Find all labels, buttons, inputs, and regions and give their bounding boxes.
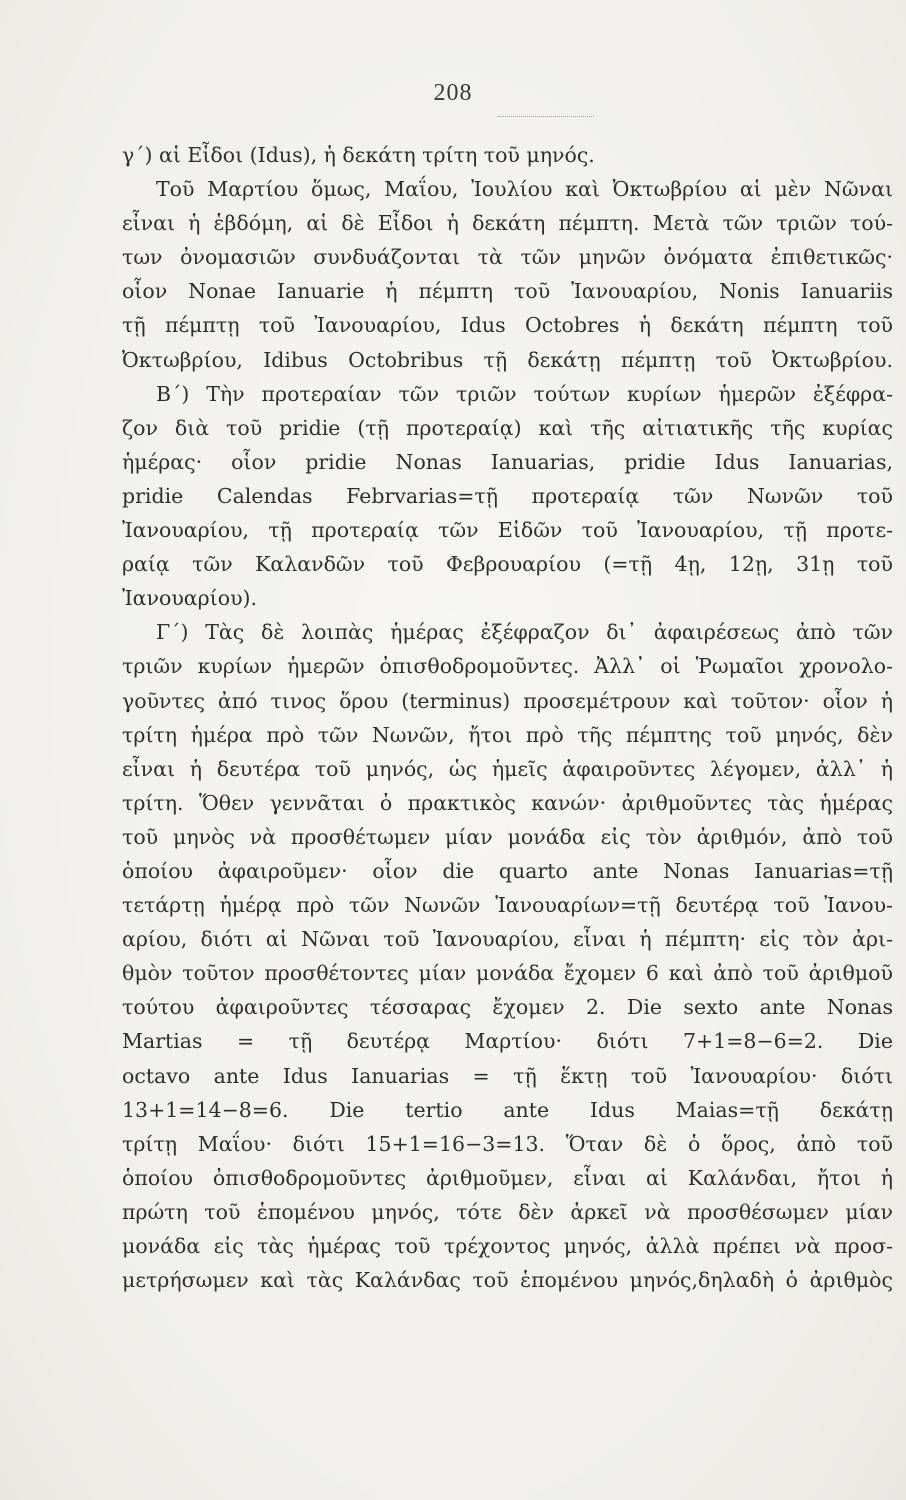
text-line: τρίτῃ Μαΐου· διότι 15+1=16−3=13. Ὅταν δὲ ὁ ὅρος, ἀπὸ τοῦ	[122, 1131, 893, 1156]
text-line: αρίου, διότι αἱ Νῶναι τοῦ Ἰανουαρίου, εἶναι ἡ πέμπτη· εἰς τὸν ἀρι-	[122, 927, 893, 952]
text-line: μετρήσωμεν καὶ τὰς Καλάνδας τοῦ ἑπομένου μηνός,δηλαδὴ ὁ ἀριθμὸς	[122, 1268, 893, 1293]
body-text	[0, 138, 906, 1297]
text-line: ὁποίου ὀπισθοδρομοῦντες ἀριθμοῦμεν, εἶναι αἱ Καλάνδαι, ἤτοι ἡ	[122, 1165, 893, 1190]
text-line: τῇ πέμπτῃ τοῦ Ἰανουαρίου, Idus Octobres ἡ δεκάτη πέμπτη τοῦ	[122, 313, 893, 338]
text-line: γοῦντες ἀπό τινος ὅρου (terminus) προσεμέτρουν καὶ τοῦτον· οἷον ἡ	[122, 688, 893, 713]
text-line: Ἰανουαρίου, τῇ προτεραίᾳ τῶν Εἰδῶν τοῦ Ἰανουαρίου, τῇ προτε-	[122, 518, 893, 543]
text-line: ὁποίου ἀφαιροῦμεν· οἷον die quarto ante Nonas Ianuarias=τῇ	[122, 858, 893, 883]
text-line: ραίᾳ τῶν Καλανδῶν τοῦ Φεβρουαρίου (=τῇ 4ῃ, 12ῃ, 31ῃ τοῦ	[122, 552, 893, 577]
text-line: pridie Calendas Febrvarias=τῇ προτεραίᾳ τῶν Νωνῶν τοῦ	[122, 483, 893, 508]
text-line: πρώτη τοῦ ἑπομένου μηνός, τότε δὲν ἀρκεῖ νὰ προσθέσωμεν μίαν	[122, 1199, 893, 1224]
text-line: εἶναι ἡ ἑβδόμη, αἱ δὲ Εἶδοι ἡ δεκάτη πέμπτη. Μετὰ τῶν τριῶν τού-	[122, 211, 893, 236]
text-line: τετάρτῃ ἡμέρᾳ πρὸ τῶν Νωνῶν Ἰανουαρίων=τῇ δευτέρᾳ τοῦ Ἰανου-	[122, 893, 893, 918]
text-line: octavo ante Idus Ianuarias = τῇ ἕκτῃ τοῦ Ἰανουαρίου· διότι	[122, 1063, 893, 1088]
text-line: οἷον Nonae Ianuarie ἡ πέμπτη τοῦ Ἰανουαρίου, Nonis Ianuariis	[122, 279, 893, 304]
text-line: τριῶν κυρίων ἡμερῶν ὀπισθοδρομοῦντες. Ἀλλ᾽ οἱ Ῥωμαῖοι χρονολο-	[122, 654, 893, 679]
text-line: τρίτη. Ὅθεν γεννᾶται ὁ πρακτικὸς κανών· ἀριθμοῦντες τὰς ἡμέρας	[122, 790, 893, 815]
text-line: των ὀνομασιῶν συνδυάζονται τὰ τῶν μηνῶν ὀνόματα ἐπιθετικῶς·	[122, 245, 893, 270]
text-line: Ὀκτωβρίου, Idibus Octobribus τῇ δεκάτῃ πέμπτῃ τοῦ Ὀκτωβρίου.	[122, 347, 893, 372]
text-line: γ΄) αἱ Εἶδοι (Idus), ἡ δεκάτη τρίτη τοῦ μηνός.	[122, 143, 595, 167]
text-line: Γ΄) Τὰς δὲ λοιπὰς ἡμέρας ἐξέφραζον δι᾽ ἀφαιρέσεως ἀπὸ τῶν	[156, 620, 893, 645]
page-number: 208	[433, 80, 473, 106]
text-line: 13+1=14−8=6. Die tertio ante Idus Maias=τῇ δεκάτῃ	[122, 1097, 893, 1122]
text-line: Β΄) Τὴν προτεραίαν τῶν τριῶν τούτων κυρίων ἡμερῶν ἐξέφρα-	[156, 381, 893, 406]
text-line: Ἰανουαρίου).	[122, 586, 258, 611]
text-line: Martias = τῇ δευτέρᾳ Μαρτίου· διότι 7+1=8−6=2. Die	[122, 1029, 893, 1054]
text-line: τοῦ μηνὸς νὰ προσθέτωμεν μίαν μονάδα εἰς τὸν ἀριθμόν, ἀπὸ τοῦ	[122, 824, 893, 849]
text-line: μονάδα εἰς τὰς ἡμέρας τοῦ τρέχοντος μηνός, ἀλλὰ πρέπει νὰ προσ-	[122, 1234, 893, 1258]
text-line: θμὸν τοῦτον προσθέτοντες μίαν μονάδα ἔχομεν 6 καὶ ἀπὸ τοῦ ἀριθμοῦ	[122, 961, 893, 986]
text-line: εἶναι ἡ δευτέρα τοῦ μηνός, ὡς ἡμεῖς ἀφαιροῦντες λέγομεν, ἀλλ᾽ ἡ	[122, 756, 893, 781]
text-line: Τοῦ Μαρτίου ὅμως, Μαΐου, Ἰουλίου καὶ Ὀκτωβρίου αἱ μὲν Νῶναι	[156, 177, 893, 202]
page-number-rule	[498, 116, 594, 117]
text-line: τούτου ἀφαιροῦντες τέσσαρας ἔχομεν 2. Die sexto ante Nonas	[122, 995, 893, 1020]
text-line: τρίτη ἡμέρα πρὸ τῶν Νωνῶν, ἤτοι πρὸ τῆς πέμπτης τοῦ μηνός, δὲν	[122, 722, 893, 747]
text-line: ἡμέρας· οἷον pridie Nonas Ianuarias, pridie Idus Ianuarias,	[122, 449, 893, 474]
text-line: ζον διὰ τοῦ pridie (τῇ προτεραίᾳ) καὶ τῆς αἰτιατικῆς τῆς κυρίας	[122, 415, 893, 440]
